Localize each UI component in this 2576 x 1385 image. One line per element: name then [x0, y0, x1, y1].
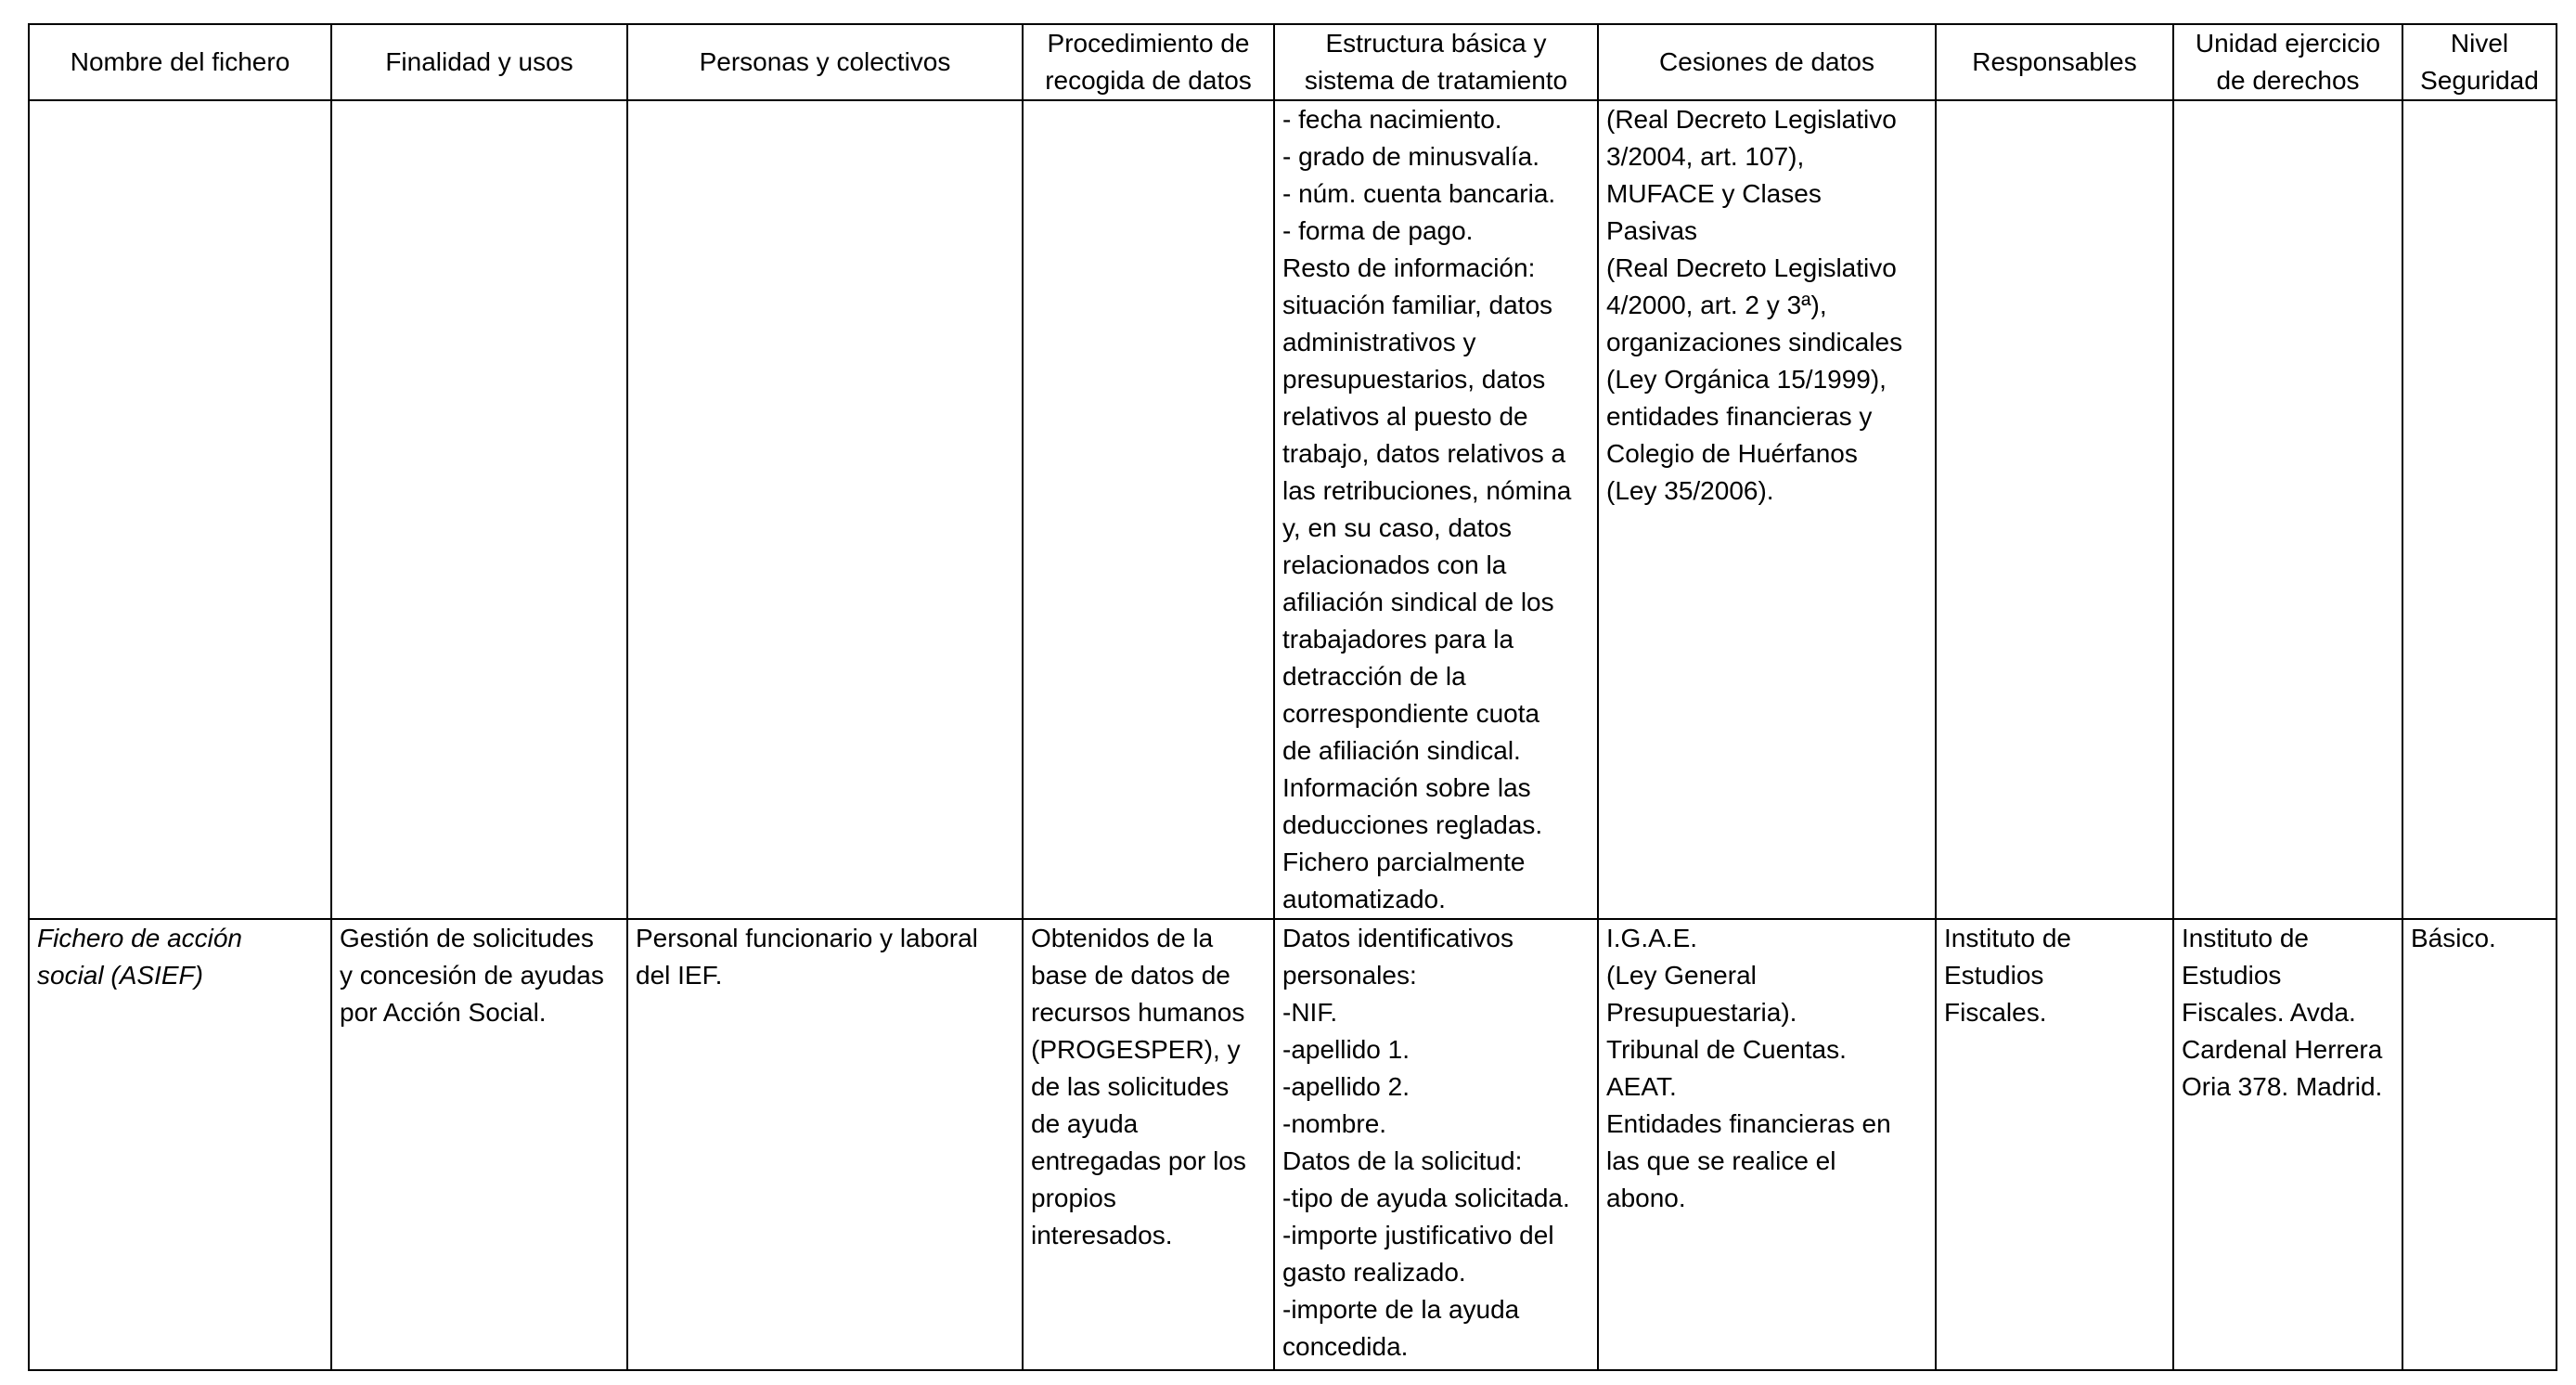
cell-cesiones: (Real Decreto Legislativo 3/2004, art. 107), MUFACE y Clases Pasivas (Real Decreto Legislativo 4/2000, art. 2 y 3ª), organizaciones sindicales (Ley Orgánica 15/1999), entidades financieras y Colegio de Huérfanos (Ley 35/2006).: [1598, 100, 1936, 919]
cell-personas: [627, 100, 1023, 919]
cell-finalidad: Gestión de solicitudes y concesión de ayudas por Acción Social.: [331, 919, 627, 1370]
table-row: [29, 919, 2557, 1370]
col-header-cesiones: Cesiones de datos: [1598, 24, 1936, 100]
col-header-nombre: Nombre del fichero: [29, 24, 331, 100]
cell-personas: Personal funcionario y laboral del IEF.: [627, 919, 1023, 1370]
cell-nivel: Básico.: [2402, 919, 2557, 1370]
cell-procedimiento: [1023, 100, 1274, 919]
col-header-nivel: Nivel Seguridad: [2402, 24, 2557, 100]
cell-responsables: [1936, 100, 2173, 919]
col-header-unidad: Unidad ejercicio de derechos: [2173, 24, 2402, 100]
cell-nombre: [29, 100, 331, 919]
cell-responsables: Instituto de Estudios Fiscales.: [1936, 919, 2173, 1370]
cell-procedimiento: Obtenidos de la base de datos de recursos humanos (PROGESPER), y de las solicitudes de ayuda entregadas por los propios interesados.: [1023, 919, 1274, 1370]
col-header-estructura: Estructura básica y sistema de tratamiento: [1274, 24, 1598, 100]
cell-unidad: [2173, 100, 2402, 919]
col-header-procedimiento: Procedimiento de recogida de datos: [1023, 24, 1274, 100]
cell-cesiones: I.G.A.E. (Ley General Presupuestaria). Tribunal de Cuentas. AEAT. Entidades financieras en las que se realice el abono.: [1598, 919, 1936, 1370]
cell-finalidad: [331, 100, 627, 919]
cell-nivel: [2402, 100, 2557, 919]
cell-estructura: - fecha nacimiento. - grado de minusvalía. - núm. cuenta bancaria. - forma de pago. Resto de información: situación familiar, datos administrativos y presupuestarios, datos relativos al puesto de trabajo, datos relativos a las retribuciones, nómina y, en su caso, datos relacionados con la afiliación sindical de los trabajadores para la detracción de la correspondiente cuota de afiliación sindical. Información sobre las deducciones regladas. Fichero parcialmente automatizado.: [1274, 100, 1598, 919]
col-header-responsables: Responsables: [1936, 24, 2173, 100]
col-header-personas: Personas y colectivos: [627, 24, 1023, 100]
cell-unidad: Instituto de Estudios Fiscales. Avda. Cardenal Herrera Oria 378. Madrid.: [2173, 919, 2402, 1370]
col-header-finalidad: Finalidad y usos: [331, 24, 627, 100]
cell-estructura: Datos identificativos personales: -NIF. -apellido 1. -apellido 2. -nombre. Datos de la solicitud: -tipo de ayuda solicitada. -importe justificativo del gasto realizado. -importe de la ayuda concedida.: [1274, 919, 1598, 1370]
cell-nombre: Fichero de acción social (ASIEF): [29, 919, 331, 1370]
ficheros-table: [28, 23, 2557, 1371]
table-row: [29, 100, 2557, 919]
header-row: [29, 24, 2557, 100]
